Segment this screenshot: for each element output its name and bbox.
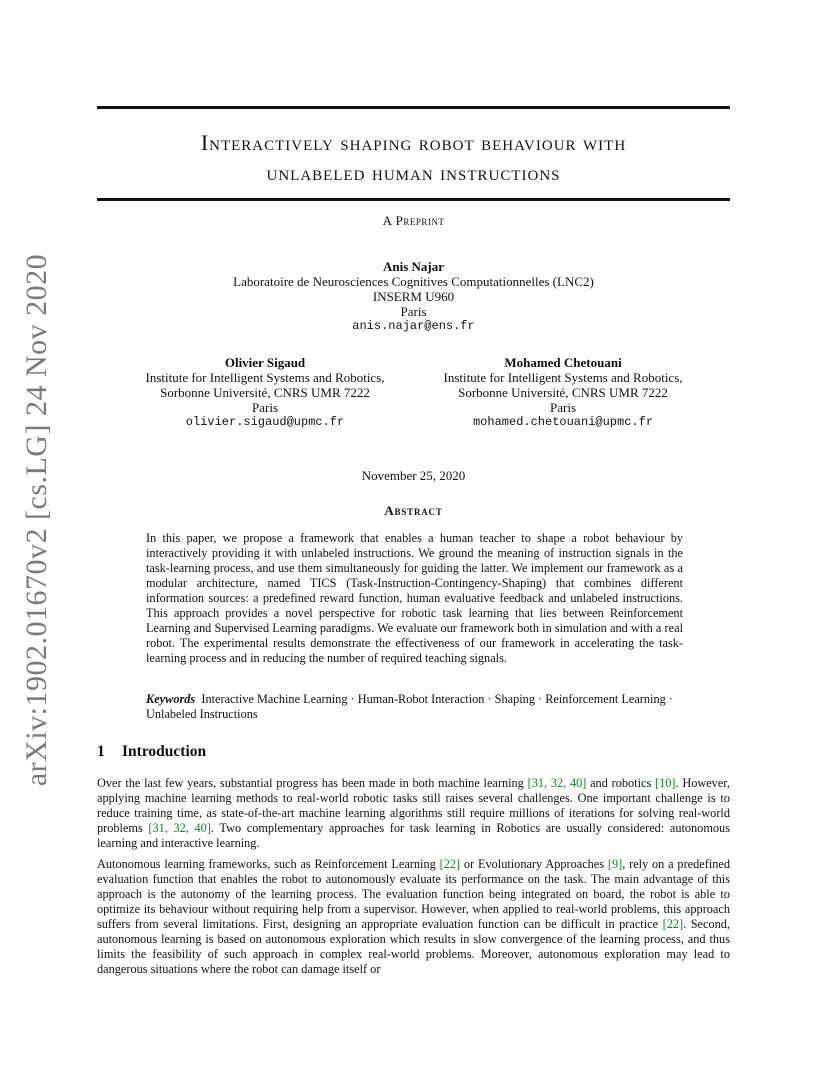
arxiv-identifier: arXiv:1902.01670v2 [cs.LG] 24 Nov 2020 [20, 253, 53, 787]
text-run: . Two complementary approaches for task learning in Robotics are usually considered: autonomous learning and interactive learning. [97, 821, 730, 850]
section-heading [97, 743, 206, 761]
citation-link[interactable]: [22] [439, 857, 461, 871]
paragraph [97, 857, 730, 977]
author-affiliation: Sorbonne Université, CNRS UMR 7222 [458, 385, 668, 400]
author-left [125, 355, 405, 430]
author-email[interactable]: anis.najar@ens.fr [352, 319, 475, 333]
title-line-2: unlabeled human instructions [266, 160, 561, 185]
citation-link[interactable]: [31, 32, 40] [148, 821, 211, 835]
paper-date: November 25, 2020 [361, 468, 466, 483]
author-affiliation: Institute for Intelligent Systems and Robotics, [145, 370, 385, 385]
keywords [146, 692, 683, 722]
keywords-label: Keywords [146, 692, 196, 706]
section-title: Introduction [122, 743, 207, 760]
text-run: . However, applying machine learning methods to real-world robotic tasks still raises several challenges. One important challenge is to reduce training time, as state-of-the-art machine learning algorithms still require millions of iterations for solving real-world problems [97, 776, 730, 835]
arxiv-side-stamp [14, 253, 60, 787]
author-affiliation: Laboratoire de Neurosciences Cognitives Computationnelles (LNC2) [233, 274, 594, 289]
citation-link[interactable]: [22] [662, 917, 684, 931]
section-number: 1 [97, 743, 105, 760]
title-line-1: Interactively shaping robot behaviour with [200, 130, 627, 155]
author-affiliation: Institute for Intelligent Systems and Robotics, [443, 370, 683, 385]
text-run: or Evolutionary Approaches [460, 857, 608, 871]
citation-link[interactable]: [9] [607, 857, 623, 871]
author-email[interactable]: mohamed.chetouani@upmc.fr [472, 415, 654, 429]
author-right [423, 355, 703, 430]
title-top-rule [97, 106, 730, 109]
text-run: , rely on a predefined evaluation function that enables the robot to autonomously evaluate its performance on the task. The main advantage of this approach is the autonomy of the learning process. The evaluation function being integrated on board, the robot is able to optimize its behaviour without requiring help from a supervisor. However, when applied to real-world problems, this approach suffers from several limitations. First, designing an appropriate evaluation function can be difficult in practice [97, 857, 730, 931]
text-run: Autonomous learning frameworks, such as Reinforcement Learning [97, 857, 440, 871]
author-name: Mohamed Chetouani [504, 355, 622, 370]
author-affiliation: Sorbonne Université, CNRS UMR 7222 [160, 385, 370, 400]
text-run: . Second, autonomous learning is based on autonomous exploration which results in slow convergence of the learning process, and thus limits the feasibility of such approach in complex real-world problems. Moreover, autonomous exploration may lead to dangerous situations where the robot can damage itself or [97, 917, 730, 976]
paper-title [97, 128, 730, 188]
author-city: Paris [550, 400, 576, 415]
title-bottom-rule [97, 198, 730, 201]
abstract-heading: Abstract [384, 503, 443, 518]
text-run: Over the last few years, substantial progress has been made in both machine learning [97, 776, 528, 790]
paragraph [97, 776, 730, 851]
text-run: and robotics [586, 776, 655, 790]
author-city: Paris [400, 304, 427, 319]
author-city: Paris [252, 400, 278, 415]
abstract-text: In this paper, we propose a framework that enables a human teacher to shape a robot behaviour by interactively providing it with unlabeled instructions. We ground the meaning of instruction signals in the task-learning process, and use them simultaneously for guiding the latter. We implement our framework as a modular architecture, named TICS (Task-Instruction-Contingency-Shaping) that combines different information sources: a predefined reward function, human evaluative feedback and unlabeled instructions. This approach provides a novel perspective for robotic task learning that lies between Reinforcement Learning and Supervised Learning paradigms. We evaluate our framework both in simulation and with a real robot. The experimental results demonstrate the effectiveness of our framework in accelerating the task-learning process and in reducing the number of required teaching signals. [146, 531, 683, 665]
author-email[interactable]: olivier.sigaud@upmc.fr [185, 415, 345, 429]
author-affiliation: INSERM U960 [372, 289, 455, 304]
abstract-body [146, 531, 683, 666]
author-name: Olivier Sigaud [224, 355, 306, 370]
keywords-text: Interactive Machine Learning · Human-Robot Interaction · Shaping · Reinforcement Learning · Unlabeled Instructions [146, 692, 673, 721]
citation-link[interactable]: [10] [654, 776, 676, 790]
preprint-label: A Preprint [382, 213, 445, 228]
author-name: Anis Najar [382, 259, 445, 274]
introduction-body [97, 776, 730, 983]
author-main [97, 259, 730, 334]
citation-link[interactable]: [31, 32, 40] [527, 776, 587, 790]
